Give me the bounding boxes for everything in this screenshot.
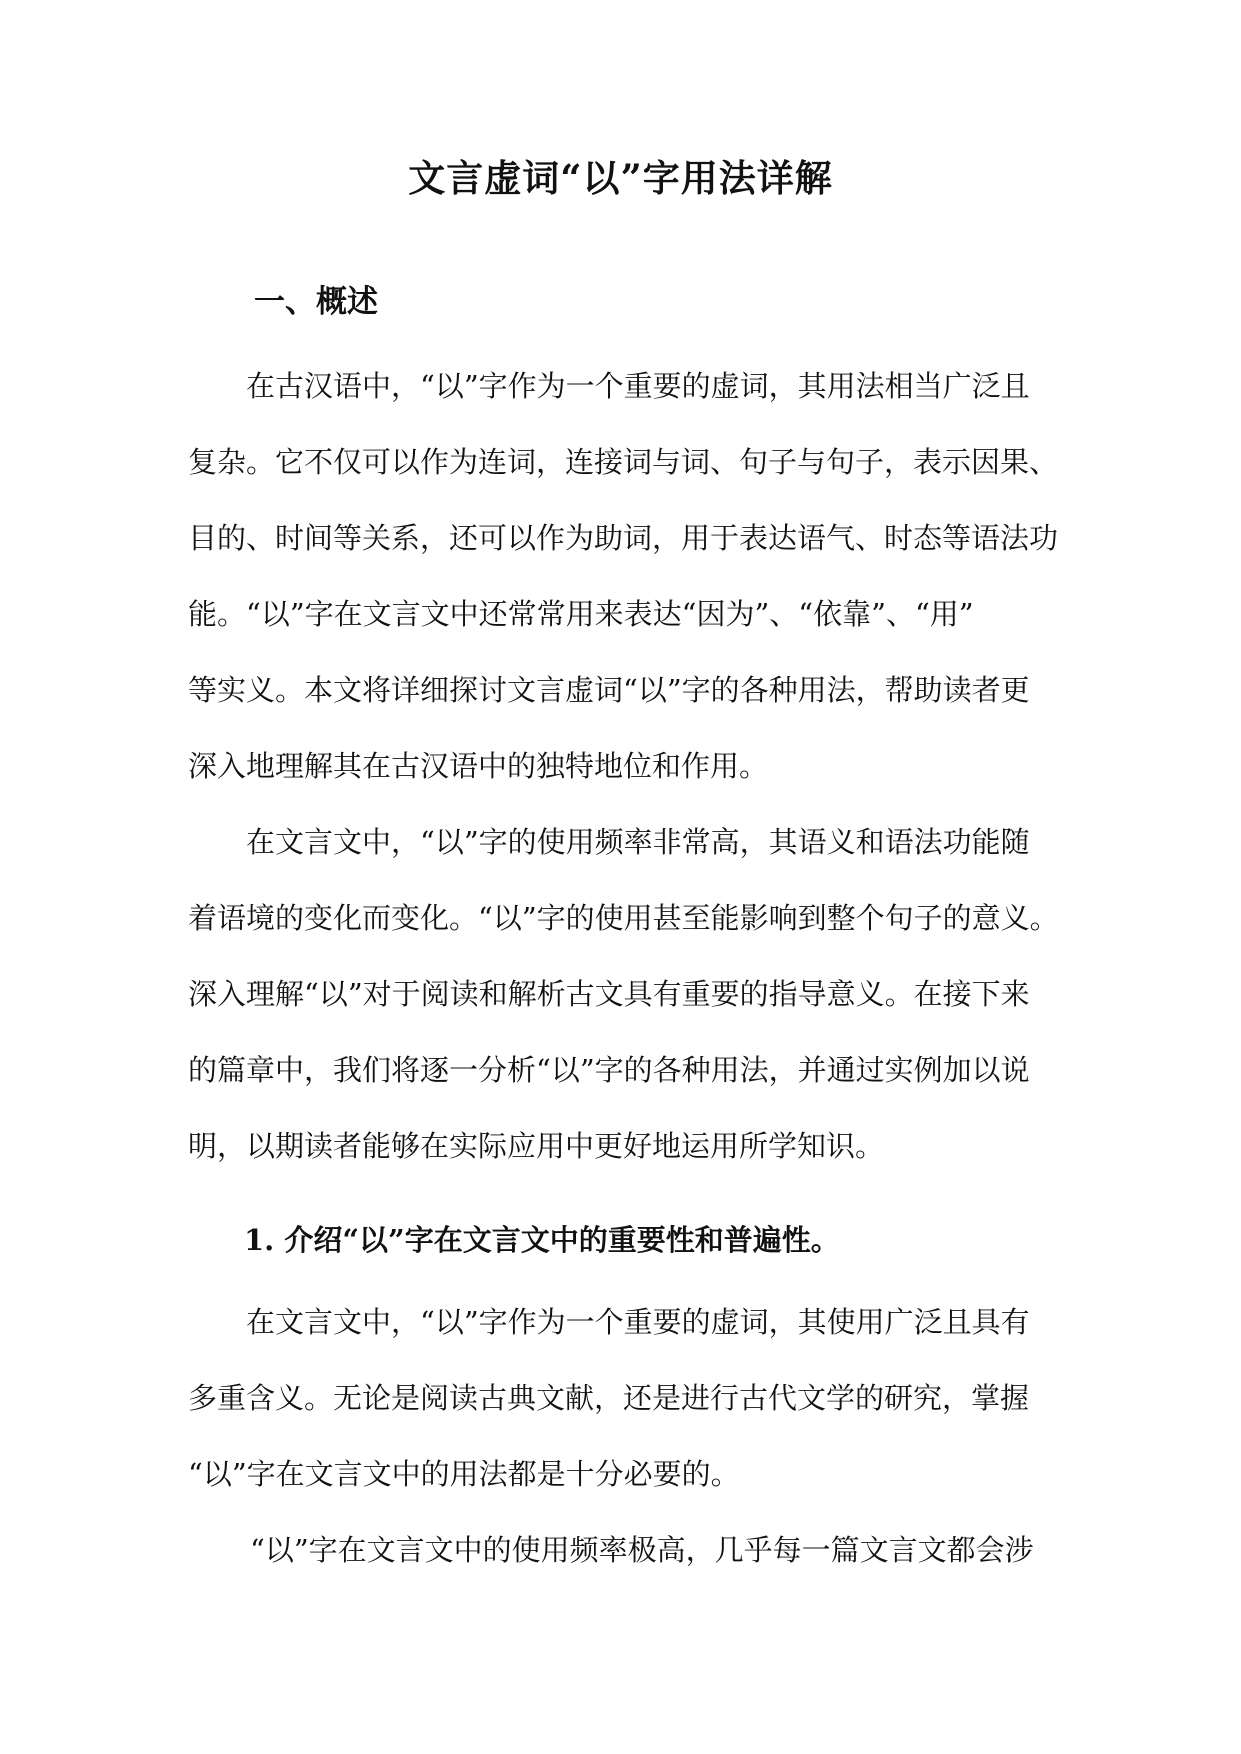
paragraph-line: 多重含义。无论是阅读古典文献，还是进行古代文学的研究，掌握 (188, 1381, 1030, 1415)
document-title: 文言虚词“以”字用法详解 (408, 156, 833, 200)
paragraph-line: 在文言文中，“以”字的使用频率非常高，其语义和语法功能随 (246, 825, 1030, 859)
paragraph-line: “以”字在文言文中的用法都是十分必要的。 (188, 1457, 740, 1491)
paragraph-line: 能。“以”字在文言文中还常常用来表达“因为”、“依靠”、“用” (188, 597, 974, 631)
paragraph-line: 深入理解“以”对于阅读和解析古文具有重要的指导意义。在接下来 (188, 977, 1030, 1011)
paragraph-line: 复杂。它不仅可以作为连词，连接词与词、句子与句子，表示因果、 (188, 445, 1059, 479)
paragraph-line: 在文言文中，“以”字作为一个重要的虚词，其使用广泛且具有 (246, 1305, 1030, 1339)
paragraph-line: 明，以期读者能够在实际应用中更好地运用所学知识。 (188, 1129, 885, 1163)
paragraph-line: 在古汉语中，“以”字作为一个重要的虚词，其用法相当广泛且 (246, 369, 1030, 403)
paragraph-line: 深入地理解其在古汉语中的独特地位和作用。 (188, 749, 769, 783)
section-heading-overview: 一、概述 (254, 284, 378, 320)
paragraph-line: “以”字在文言文中的使用频率极高，几乎每一篇文言文都会涉 (250, 1533, 1034, 1567)
paragraph-line: 等实义。本文将详细探讨文言虚词“以”字的各种用法，帮助读者更 (188, 673, 1030, 707)
sub-heading-importance: 1. 介绍“以”字在文言文中的重要性和普遍性。 (244, 1223, 840, 1257)
paragraph-line: 目的、时间等关系，还可以作为助词，用于表达语气、时态等语法功 (188, 521, 1059, 555)
paragraph-line: 的篇章中，我们将逐一分析“以”字的各种用法，并通过实例加以说 (188, 1053, 1030, 1087)
paragraph-line: 着语境的变化而变化。“以”字的使用甚至能影响到整个句子的意义。 (188, 901, 1059, 935)
